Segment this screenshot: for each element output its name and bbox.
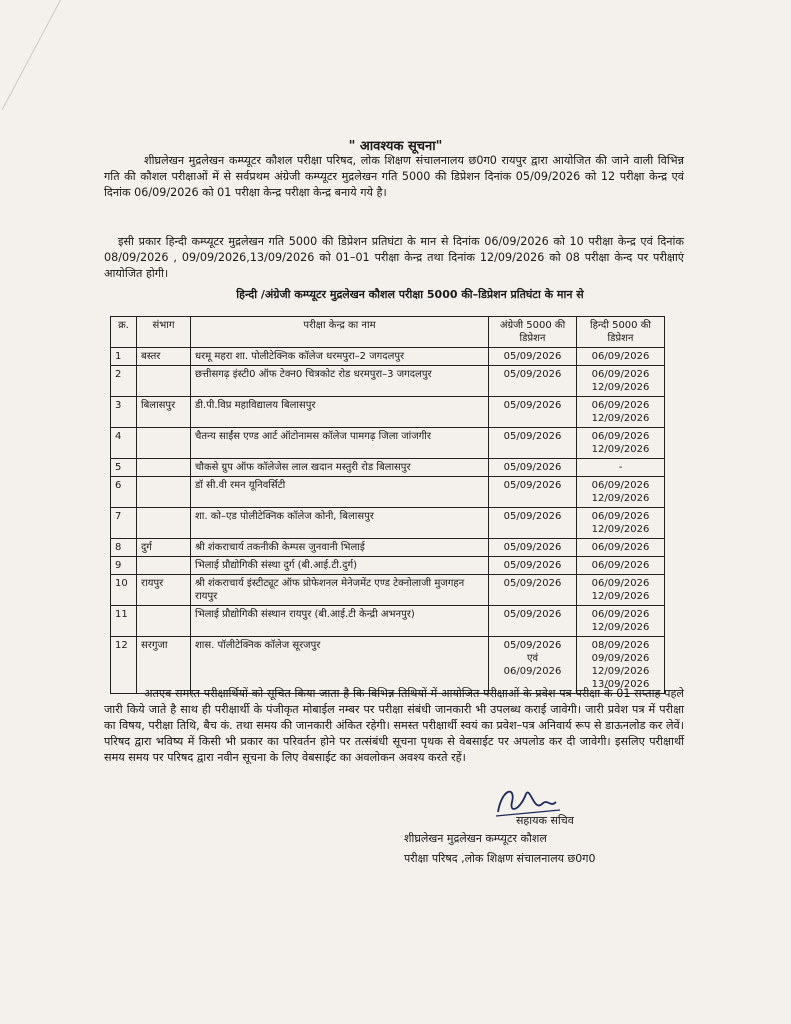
row-serial: 12 (111, 637, 137, 694)
table-row (111, 348, 665, 366)
row-division: बिलासपुर (137, 397, 191, 428)
row-center-name: श्री शंकराचार्य तकनीकी केम्पस जुनवानी भिलाई (191, 539, 489, 557)
row-english-date: 05/09/2026 (489, 348, 577, 366)
row-serial: 6 (111, 477, 137, 508)
row-hindi-date: 06/09/2026 12/09/2026 (577, 366, 665, 397)
notice-title: " आवश्यक सूचना" (348, 139, 443, 154)
table-row (111, 575, 665, 606)
signatory-title: सहायक सचिव (516, 814, 574, 827)
row-hindi-date: 06/09/2026 (577, 348, 665, 366)
row-serial: 7 (111, 508, 137, 539)
table-header-row (111, 317, 665, 348)
row-english-date: 05/09/2026 (489, 539, 577, 557)
row-serial: 8 (111, 539, 137, 557)
notice-paragraph-1: शीघ्रलेखन मुद्रलेखन कम्प्यूटर कौशल परीक्षा परिषद, लोक शिक्षण संचालनालय छ0ग0 रायपुर द्वारा आयोजित की जाने वाली विभिन्न गति की कौशल परीक्षाओं में से सर्वप्रथम अंग्रेजी कम्प्यूटर मुद्रलेखन गति 5000 की डिप्रेशन दिनांक 05/09/2026 को 12 परीक्षा केन्द्र एवं दिनांक 06/09/2026 को 01 परीक्षा केन्द्र परीक्षा केन्द्र बनाये गये है। (104, 154, 684, 199)
table-subtitle: हिन्दी /अंग्रेजी कम्प्यूटर मुद्रलेखन कौशल परीक्षा 5000 की–डिप्रेशन प्रतिघंटा के मान से (236, 288, 584, 301)
row-division: दुर्ग (137, 539, 191, 557)
table-row (111, 539, 665, 557)
row-english-date: 05/09/2026 (489, 459, 577, 477)
row-center-name: चैतन्य साईंस एण्ड आर्ट ऑटोनामस कॉलेज पामगढ़ जिला जांजगीर (191, 428, 489, 459)
row-division (137, 557, 191, 575)
row-division: सरगुजा (137, 637, 191, 694)
row-division (137, 477, 191, 508)
row-english-date: 05/09/2026 (489, 557, 577, 575)
row-serial: 4 (111, 428, 137, 459)
row-serial: 10 (111, 575, 137, 606)
table-row (111, 459, 665, 477)
row-english-date: 05/09/2026 (489, 366, 577, 397)
header-division: संभाग (137, 317, 191, 348)
row-division (137, 366, 191, 397)
row-hindi-date: 06/09/2026 (577, 539, 665, 557)
page-fold-shadow (0, 0, 61, 110)
row-division (137, 428, 191, 459)
signatory-organization: शीघ्रलेखन मुद्रलेखन कम्प्यूटर कौशल (404, 832, 547, 845)
row-english-date: 05/09/2026 (489, 606, 577, 637)
row-serial: 5 (111, 459, 137, 477)
row-serial: 3 (111, 397, 137, 428)
row-center-name: डी.पी.विप्र महाविद्यालय बिलासपुर (191, 397, 489, 428)
row-hindi-date: 06/09/2026 12/09/2026 (577, 428, 665, 459)
row-hindi-date: 08/09/2026 09/09/2026 12/09/2026 13/09/2026 (577, 637, 665, 694)
row-english-date: 05/09/2026 (489, 477, 577, 508)
row-center-name: धरमू महरा शा. पोलीटेक्निक कॉलेज धरमपुरा–2 जगदलपुर (191, 348, 489, 366)
table-row (111, 428, 665, 459)
row-hindi-date: 06/09/2026 (577, 557, 665, 575)
exam-centers-table (110, 316, 665, 694)
header-serial: क्र. (111, 317, 137, 348)
row-center-name: चौकसे ग्रुप ऑफ कॉलेजेस लाल खदान मस्तुरी रोड बिलासपुर (191, 459, 489, 477)
table-row (111, 366, 665, 397)
row-center-name: भिलाई प्रौद्योगिकी संस्था दुर्ग (बी.आई.टी.दुर्ग) (191, 557, 489, 575)
table-row (111, 508, 665, 539)
row-english-date: 05/09/2026 (489, 397, 577, 428)
table-row (111, 557, 665, 575)
notice-paragraph-3: अतएव समस्त परीक्षार्थियों को सूचित किया जाता है कि विभिन्न तिथियों में आयोजित परीक्षाओं के प्रवेश पत्र परीक्षा के 01 सप्ताह पहले जारी किये जाते है साथ ही परीक्षार्थी के पंजीकृत मोबाईल नम्बर पर परीक्षा संबंधी जानकारी भी उपलब्ध कराई जावेगी। जारी प्रवेश पत्र में परीक्षा का विषय, परीक्षा तिथि, बैच कं. तथा समय की जानकारी अंकित रहेगी। समस्त परीक्षार्थी स्वयं का प्रवेश–पत्र अनिवार्य रूप से डाऊनलोड कर लेवें। परिषद द्वारा भविष्य में किसी भी प्रकार का परिवर्तन होने पर तत्संबंधी सूचना पृथक से वेबसाईट पर अपलोड कर दी जावेगी। इसलिए परीक्षार्थी समय समय पर परिषद द्वारा नवीन सूचना के लिए वेबसाईट का अवलोकन अवश्य करते रहें। (104, 687, 684, 764)
header-english: अंग्रेजी 5000 की डिप्रेशन (489, 317, 577, 348)
row-division (137, 508, 191, 539)
row-serial: 9 (111, 557, 137, 575)
row-center-name: श्री शंकराचार्य इंस्टीट्यूट ऑफ प्रोफेशनल मेनेजमेंट एण्ड टेक्नोलाजी मुजगहन रायपुर (191, 575, 489, 606)
row-center-name: शास. पॉलीटेक्निक कॉलेज सूरजपुर (191, 637, 489, 694)
row-english-date: 05/09/2026 (489, 575, 577, 606)
row-english-date: 05/09/2026 (489, 508, 577, 539)
row-center-name: डॉ सी.वी रमन यूनिवर्सिटी (191, 477, 489, 508)
table-row (111, 397, 665, 428)
row-serial: 11 (111, 606, 137, 637)
table-row (111, 606, 665, 637)
row-hindi-date: 06/09/2026 12/09/2026 (577, 508, 665, 539)
row-division (137, 459, 191, 477)
row-hindi-date: - (577, 459, 665, 477)
table-row (111, 637, 665, 694)
header-center: परीक्षा केन्द्र का नाम (191, 317, 489, 348)
row-center-name: छत्तीसगढ़ इंस्टी0 ऑफ टेक्न0 चित्रकोट रोड धरमपुरा–3 जगदलपुर (191, 366, 489, 397)
row-hindi-date: 06/09/2026 12/09/2026 (577, 606, 665, 637)
row-english-date: 05/09/2026 (489, 428, 577, 459)
signatory-department: परीक्षा परिषद ,लोक शिक्षण संचालनालय छ0ग0 (404, 852, 596, 865)
row-hindi-date: 06/09/2026 12/09/2026 (577, 477, 665, 508)
row-center-name: शा. को–एड पोलीटेक्निक कॉलेज कोनी, बिलासपुर (191, 508, 489, 539)
row-hindi-date: 06/09/2026 12/09/2026 (577, 575, 665, 606)
notice-paragraph-2: इसी प्रकार हिन्दी कम्प्यूटर मुद्रलेखन गति 5000 की डिप्रेशन प्रतिघंटा के मान से दिनांक 06/09/2026 को 10 परीक्षा केन्द्र एवं दिनांक 08/09/2026 , 09/09/2026,13/09/2026 को 01–01 परीक्षा केन्द्र तथा दिनांक 12/09/2026 को 08 परीक्षा केन्द पर परीक्षाएं आयोजित होगी। (104, 235, 684, 280)
row-english-date: 05/09/2026 एवं 06/09/2026 (489, 637, 577, 694)
table-row (111, 477, 665, 508)
header-hindi: हिन्दी 5000 की डिप्रेशन (577, 317, 665, 348)
row-serial: 2 (111, 366, 137, 397)
row-center-name: भिलाई प्रौद्योगिकी संस्थान रायपुर (बी.आई.टी केन्द्री अभनपुर) (191, 606, 489, 637)
row-division: रायपुर (137, 575, 191, 606)
row-hindi-date: 06/09/2026 12/09/2026 (577, 397, 665, 428)
row-division: बस्तर (137, 348, 191, 366)
row-division (137, 606, 191, 637)
row-serial: 1 (111, 348, 137, 366)
